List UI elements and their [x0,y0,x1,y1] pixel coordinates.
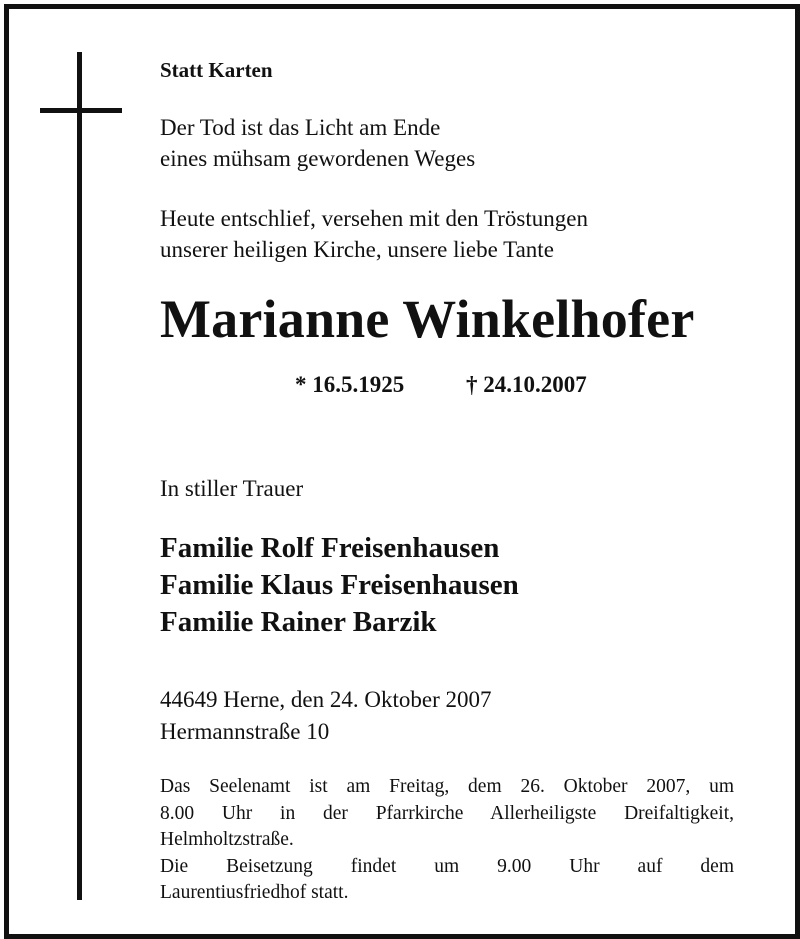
quote-line-2: eines mühsam gewordenen Weges [160,146,476,171]
intro [160,203,588,265]
notice-line-4: Die Beisetzung findet um 9.00 Uhr auf dem [160,855,734,877]
address-street: Hermannstraße 10 [160,719,330,744]
deceased-name: Marianne Winkelhofer [160,289,695,349]
address [160,684,492,748]
cross-icon [77,52,82,900]
cross-icon-bar [40,108,122,113]
header-text: Statt Karten [160,58,273,82]
notice-line-3: Helmholtzstraße. [160,829,294,850]
notice-line-2: 8.00 Uhr in der Pfarrkirche Allerheiligste Dreifaltigkeit, [160,802,734,824]
funeral-notice [160,774,734,907]
notice-line-5: Laurentiusfriedhof statt. [160,882,349,903]
family-item: Familie Rolf Freisenhausen [160,532,500,564]
intro-line-2: unserer heiligen Kirche, unsere liebe Tante [160,237,554,262]
death-date: † 24.10.2007 [466,372,587,397]
mourning-text: In stiller Trauer [160,476,304,501]
family-item: Familie Klaus Freisenhausen [160,569,519,601]
intro-line-1: Heute entschlief, versehen mit den Tröstungen [160,206,588,231]
family-item: Familie Rainer Barzik [160,606,437,638]
birth-date: * 16.5.1925 [295,372,405,397]
family-list [160,530,519,641]
notice-line-1: Das Seelenamt ist am Freitag, dem 26. Oktober 2007, um [160,776,734,797]
address-place-date: 44649 Herne, den 24. Oktober 2007 [160,687,492,712]
quote [160,112,475,174]
quote-line-1: Der Tod ist das Licht am Ende [160,115,441,140]
